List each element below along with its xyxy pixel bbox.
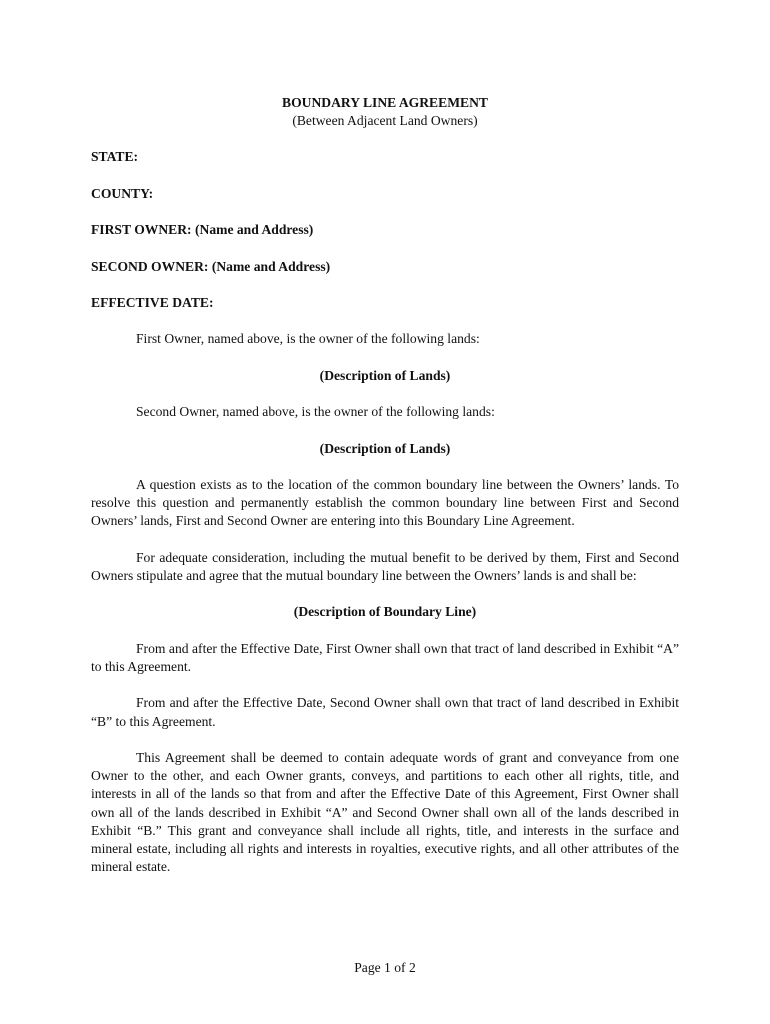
paragraph-first-owner-lands: First Owner, named above, is the owner of the following lands:	[136, 331, 480, 347]
paragraph-exhibit-a: From and after the Effective Date, First Owner shall own that tract of land described in Exhibit “A” to this Agreement.	[91, 640, 679, 674]
paragraph-exhibit-b: From and after the Effective Date, Second Owner shall own that tract of land described in Exhibit “B” to this Agreement.	[91, 695, 679, 729]
paragraph-consideration: For adequate consideration, including the mutual benefit to be derived by them, First and Second Owners stipulate and agree that the mutual boundary line between the Owners’ lands is and shall be:	[91, 549, 679, 583]
field-state: STATE:	[91, 149, 139, 165]
title-block	[91, 94, 679, 130]
description-of-lands-second: (Description of Lands)	[319, 440, 451, 456]
field-county: COUNTY:	[91, 185, 154, 201]
description-of-lands-first: (Description of Lands)	[319, 367, 451, 383]
paragraph-boundary-question: A question exists as to the location of the common boundary line between the Owners’ lands. To resolve this question and permanently establish the common boundary line between First and Second Owners’ lands, First and Second Owner are entering into this Boundary Line Agreement.	[91, 476, 679, 529]
field-second-owner: SECOND OWNER: (Name and Address)	[91, 258, 331, 274]
page-number-footer: Page 1 of 2	[354, 960, 416, 975]
description-of-boundary-line: (Description of Boundary Line)	[293, 604, 477, 620]
document-subtitle: (Between Adjacent Land Owners)	[292, 113, 478, 129]
field-first-owner: FIRST OWNER: (Name and Address)	[91, 222, 314, 238]
paragraph-second-owner-lands: Second Owner, named above, is the owner of the following lands:	[136, 404, 495, 420]
field-effective-date: EFFECTIVE DATE:	[91, 294, 214, 310]
paragraph-grant-conveyance: This Agreement shall be deemed to contain adequate words of grant and conveyance from one Owner to the other, and each Owner grants, conveys, and partitions to each other all rights, title, and interests in all of the lands so that from and after the Effective Date of this Agreement, First Owner shall own all of the lands described in Exhibit “A” and Second Owner shall own all of the lands described in Exhibit “B.” This grant and conveyance shall include all rights, title, and interests in the surface and mineral estate, including all rights and interests in royalties, executive rights, and all other attributes of the mineral estate.	[91, 749, 679, 875]
document-title: BOUNDARY LINE AGREEMENT	[282, 95, 488, 110]
